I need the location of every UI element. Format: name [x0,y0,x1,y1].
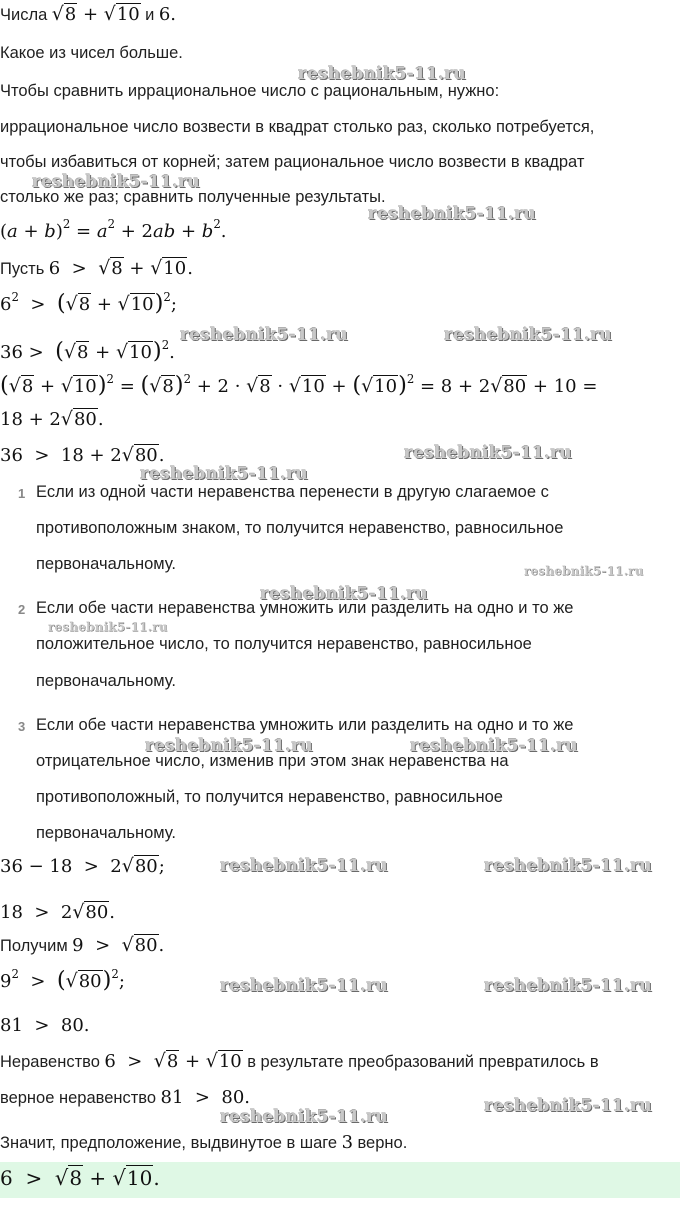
method-line-1: Чтобы сравнить иррациональное число с рациональным, нужно: [0,82,500,100]
rule-3-line-4: первоначальному. [36,824,176,842]
step-subtract: 36 − 18 > 2√80; [0,855,165,877]
watermark: reshebnik5-11.ru [48,620,168,634]
get-line [0,934,164,956]
watermark: reshebnik5-11.ru [220,856,388,876]
watermark: reshebnik5-11.ru [404,443,572,463]
ineq-mid: в результате преобразований превратилось в [247,1053,599,1071]
ineq-true-label: верное неравенство [0,1089,157,1107]
step-square: $6^2 > (√8 + √10)^2$; [0,290,177,316]
suppose-expression: 6 > √8 + √10. [48,257,193,279]
intro-line [0,3,176,25]
watermark: reshebnik5-11.ru [220,1107,388,1127]
ineq-expression: 6 > √8 + √10 [104,1050,242,1072]
rule-3-line-1: Если обе части неравенства умножить или разделить на одно и то же [36,716,574,734]
question-text: Какое из чисел больше. [0,44,183,62]
suppose-label: Пусть [0,260,45,278]
watermark: reshebnik5-11.ru [140,464,308,484]
step-81: 81 > 80. [0,1015,90,1036]
method-line-4: столько же раз; сравнить полученные результаты. [0,188,386,206]
step-36: $36 > (√8 + √10)^2$. [0,338,175,364]
watermark: reshebnik5-11.ru [484,1096,652,1116]
watermark: reshebnik5-11.ru [260,584,428,604]
rule-3-line-2: отрицательное число, изменив при этом знак неравенства на [36,752,509,770]
expansion-line-1: $(√8 + √10)^2 = (√8)^2 + 2 \cdot √8 \cdot √10 + (√10)^2 = 8 + 2√80 + 10$ = [0,372,598,398]
rule-2-line-3: первоначальному. [36,672,176,690]
conclusion-step: 3 [341,1132,354,1153]
rule-2-line-2: положительное число, то получится неравенство, равносильное [36,635,532,653]
watermark: reshebnik5-11.ru [444,325,612,345]
watermark: reshebnik5-11.ru [484,976,652,996]
rule-1-line-1: Если из одной части неравенства перенести в другую слагаемое с [36,483,549,501]
get-label: Получим [0,937,68,955]
rule-2-line-1: Если обе части неравенства умножить или разделить на одно и то же [36,599,574,617]
intro-six: 6. [158,4,177,25]
intro-and: и [145,6,155,24]
rule-3-number: 3 [18,719,26,734]
square-formula: $(a + b)^2 = a^2 + 2ab + b^2$. [0,217,227,242]
ineq-true-expression: 81 > 80. [160,1087,251,1108]
ineq-prefix: Неравенство [0,1053,100,1071]
intro-label: Числа [0,6,48,24]
conclusion-pre: Значит, предположение, выдвинутое в шаге [0,1134,338,1152]
rule-2-number: 2 [18,602,26,617]
conclusion-line [0,1132,407,1153]
watermark: reshebnik5-11.ru [220,976,388,996]
watermark: reshebnik5-11.ru [298,64,466,84]
ineq-true-line [0,1087,250,1108]
answer-expression: 6 > √8 + √10. [0,1166,160,1190]
watermark: reshebnik5-11.ru [145,736,313,756]
expansion-line-2: 18 + 2√80. [0,408,104,430]
rule-1-line-3: первоначальному. [36,555,176,573]
step-9-square: $9^2 > (√80)^2$; [0,967,125,993]
rule-1-number: 1 [18,486,26,501]
ineq-line [0,1050,599,1072]
suppose-line [0,257,193,279]
conclusion-post: верно. [357,1134,408,1152]
rule-1-line-2: противоположным знаком, то получится неравенство, равносильное [36,519,564,537]
step-compare: 36 > 18 + 2√80. [0,444,165,466]
method-line-3: чтобы избавиться от корней; затем рациональное число возвести в квадрат [0,153,585,171]
intro-expression: √8 + √10 [51,3,140,25]
watermark: reshebnik5-11.ru [32,172,200,192]
step-18: 18 > 2√80. [0,901,116,923]
watermark: reshebnik5-11.ru [484,856,652,876]
rule-3-line-3: противоположный, то получится неравенство, равносильное [36,788,503,806]
get-expression: 9 > √80. [72,934,165,956]
watermark: reshebnik5-11.ru [368,204,536,224]
method-line-2: иррациональное число возвести в квадрат столько раз, сколько потребуется, [0,118,595,136]
watermark: reshebnik5-11.ru [524,564,644,578]
watermark: reshebnik5-11.ru [410,736,578,756]
watermark: reshebnik5-11.ru [180,325,348,345]
